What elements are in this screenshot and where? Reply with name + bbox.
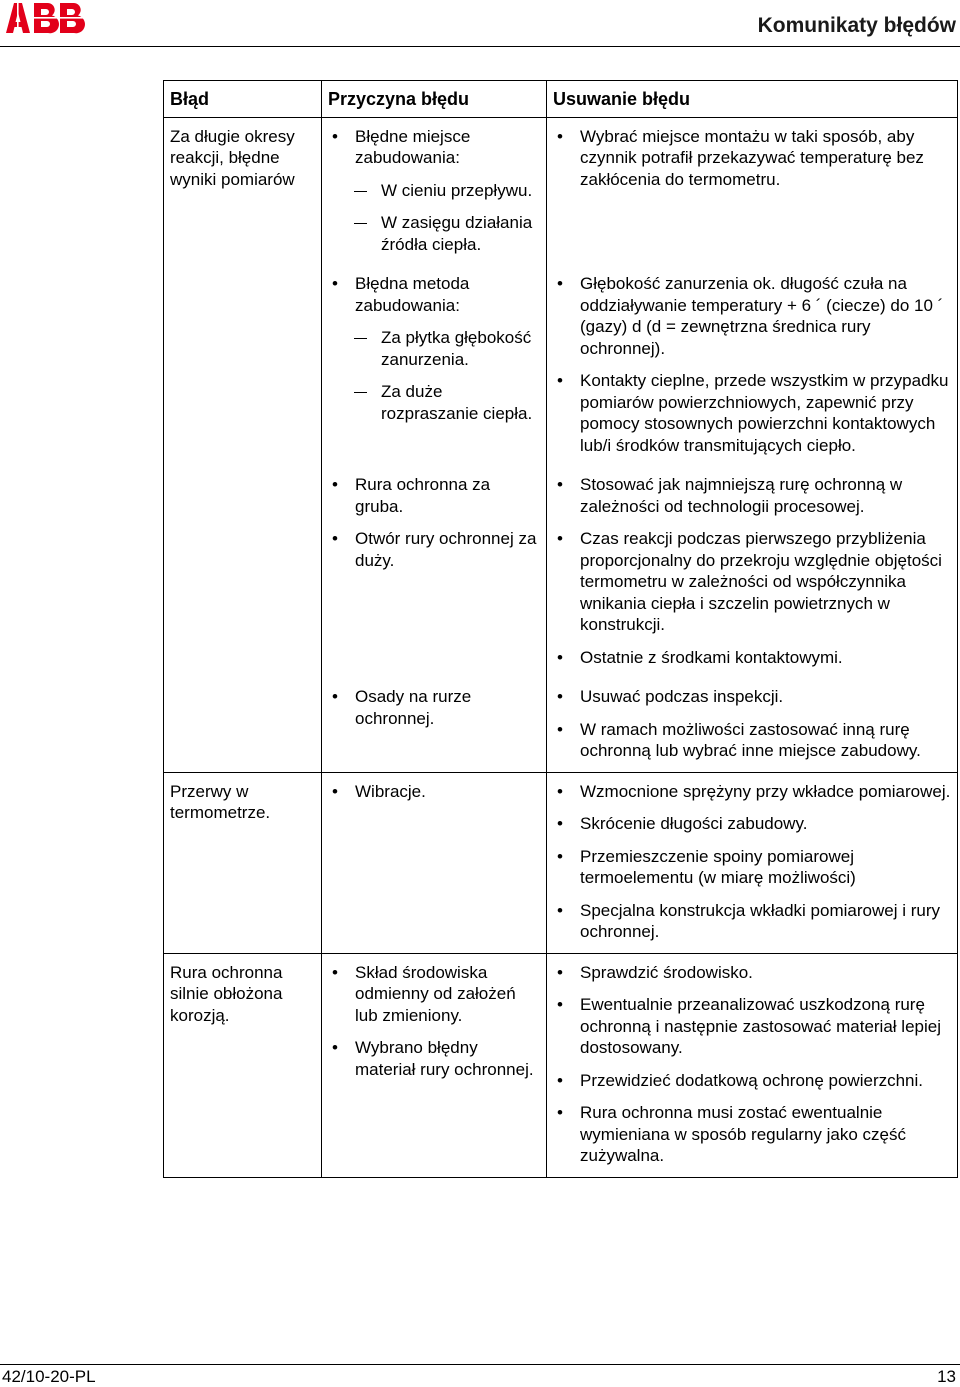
header-error: Błąd: [164, 81, 322, 118]
cause-item: • Wibracje.: [328, 781, 542, 803]
cause-item: • Rura ochronna za gruba.: [328, 474, 542, 517]
table-row: [164, 678, 958, 772]
error-cell: Za długie okresy reakcji, błędne wyniki pomiarów: [164, 117, 322, 265]
error-cell: [164, 466, 322, 678]
error-cell: [164, 678, 322, 772]
table-row: [164, 466, 958, 678]
fix-item: • Ewentualnie przeanalizować uszkodzoną rurę ochronną i następnie zastosować materiał lepiej dostosowany.: [553, 994, 953, 1059]
fix-cell: [547, 265, 958, 466]
cause-item: • Skład środowiska odmienny od założeń lub zmieniony.: [328, 962, 542, 1027]
footer-divider: [0, 1364, 960, 1365]
cause-subitem: Za płytka głębokość zanurzenia.: [328, 327, 542, 370]
table-row: [164, 953, 958, 1177]
fix-item: • Skrócenie długości zabudowy.: [553, 813, 953, 835]
cause-item: • Błędne miejsce zabudowania:: [328, 126, 542, 169]
fix-item: • Kontakty cieplne, przede wszystkim w przypadku pomiarów powierzchniowych, zapewnić przy pomocy stosownych powierzchni kontaktowych lub/i środków transmitujących ciepło.: [553, 370, 953, 456]
fix-cell: [547, 678, 958, 772]
page-title: Komunikaty błędów: [757, 14, 956, 37]
fix-item: • Wzmocnione sprężyny przy wkładce pomiarowej.: [553, 781, 953, 803]
error-cell: [164, 265, 322, 466]
cause-cell: [322, 117, 547, 265]
fix-cell: [547, 117, 958, 265]
error-table: [163, 80, 958, 1178]
fix-cell: [547, 772, 958, 953]
error-cell: Przerwy w termometrze.: [164, 772, 322, 953]
fix-item: • Wybrać miejsce montażu w taki sposób, aby czynnik potrafił przekazywać temperaturę bez zakłócenia do termometru.: [553, 126, 953, 191]
fix-item: • Specjalna konstrukcja wkładki pomiarowej i rury ochronnej.: [553, 900, 953, 943]
document-id: 42/10-20-PL: [2, 1367, 96, 1386]
cause-item: • Wybrano błędny materiał rury ochronnej.: [328, 1037, 542, 1080]
error-cell: Rura ochronna silnie obłożona korozją.: [164, 953, 322, 1177]
fix-item: • Usuwać podczas inspekcji.: [553, 686, 953, 708]
fix-item: • Przewidzieć dodatkową ochronę powierzchni.: [553, 1070, 953, 1092]
header-cause: Przyczyna błędu: [322, 81, 547, 118]
fix-cell: [547, 953, 958, 1177]
header-fix: Usuwanie błędu: [547, 81, 958, 118]
header-divider: [0, 46, 960, 47]
table-row: [164, 772, 958, 953]
cause-cell: [322, 772, 547, 953]
fix-item: • Rura ochronna musi zostać ewentualnie wymieniana w sposób regularny jako część zużywalna.: [553, 1102, 953, 1167]
abb-logo: [4, 2, 88, 34]
fix-item: • Stosować jak najmniejszą rurę ochronną w zależności od technologii procesowej.: [553, 474, 953, 517]
fix-item: • Ostatnie z środkami kontaktowymi.: [553, 647, 953, 669]
table-header-row: [164, 81, 958, 118]
cause-subitem: Za duże rozpraszanie ciepła.: [328, 381, 542, 424]
cause-subitem: W cieniu przepływu.: [328, 180, 542, 202]
table-row: [164, 265, 958, 466]
cause-item: • Błędna metoda zabudowania:: [328, 273, 542, 316]
fix-item: • Sprawdzić środowisko.: [553, 962, 953, 984]
cause-cell: [322, 265, 547, 466]
cause-item: • Otwór rury ochronnej za duży.: [328, 528, 542, 571]
fix-item: • W ramach możliwości zastosować inną rurę ochronną lub wybrać inne miejsce zabudowy.: [553, 719, 953, 762]
cause-cell: [322, 678, 547, 772]
cause-subitem: W zasięgu działania źródła ciepła.: [328, 212, 542, 255]
fix-cell: [547, 466, 958, 678]
page-number: 13: [937, 1367, 956, 1386]
cause-cell: [322, 953, 547, 1177]
fix-item: • Czas reakcji podczas pierwszego przybliżenia proporcjonalny do przekroju względnie objętości termometru w zależności od współczynnika wnikania ciepła i szczelin powietrznych w konstrukcji.: [553, 528, 953, 636]
cause-item: • Osady na rurze ochronnej.: [328, 686, 542, 729]
fix-item: • Przemieszczenie spoiny pomiarowej termoelementu (w miarę możliwości): [553, 846, 953, 889]
table-row: [164, 117, 958, 265]
cause-cell: [322, 466, 547, 678]
fix-item: • Głębokość zanurzenia ok. długość czuła na oddziaływanie temperatury + 6 ´ (ciecze) do 10 ´ (gazy) d (d = zewnętrzna średnica rury ochronnej).: [553, 273, 953, 359]
